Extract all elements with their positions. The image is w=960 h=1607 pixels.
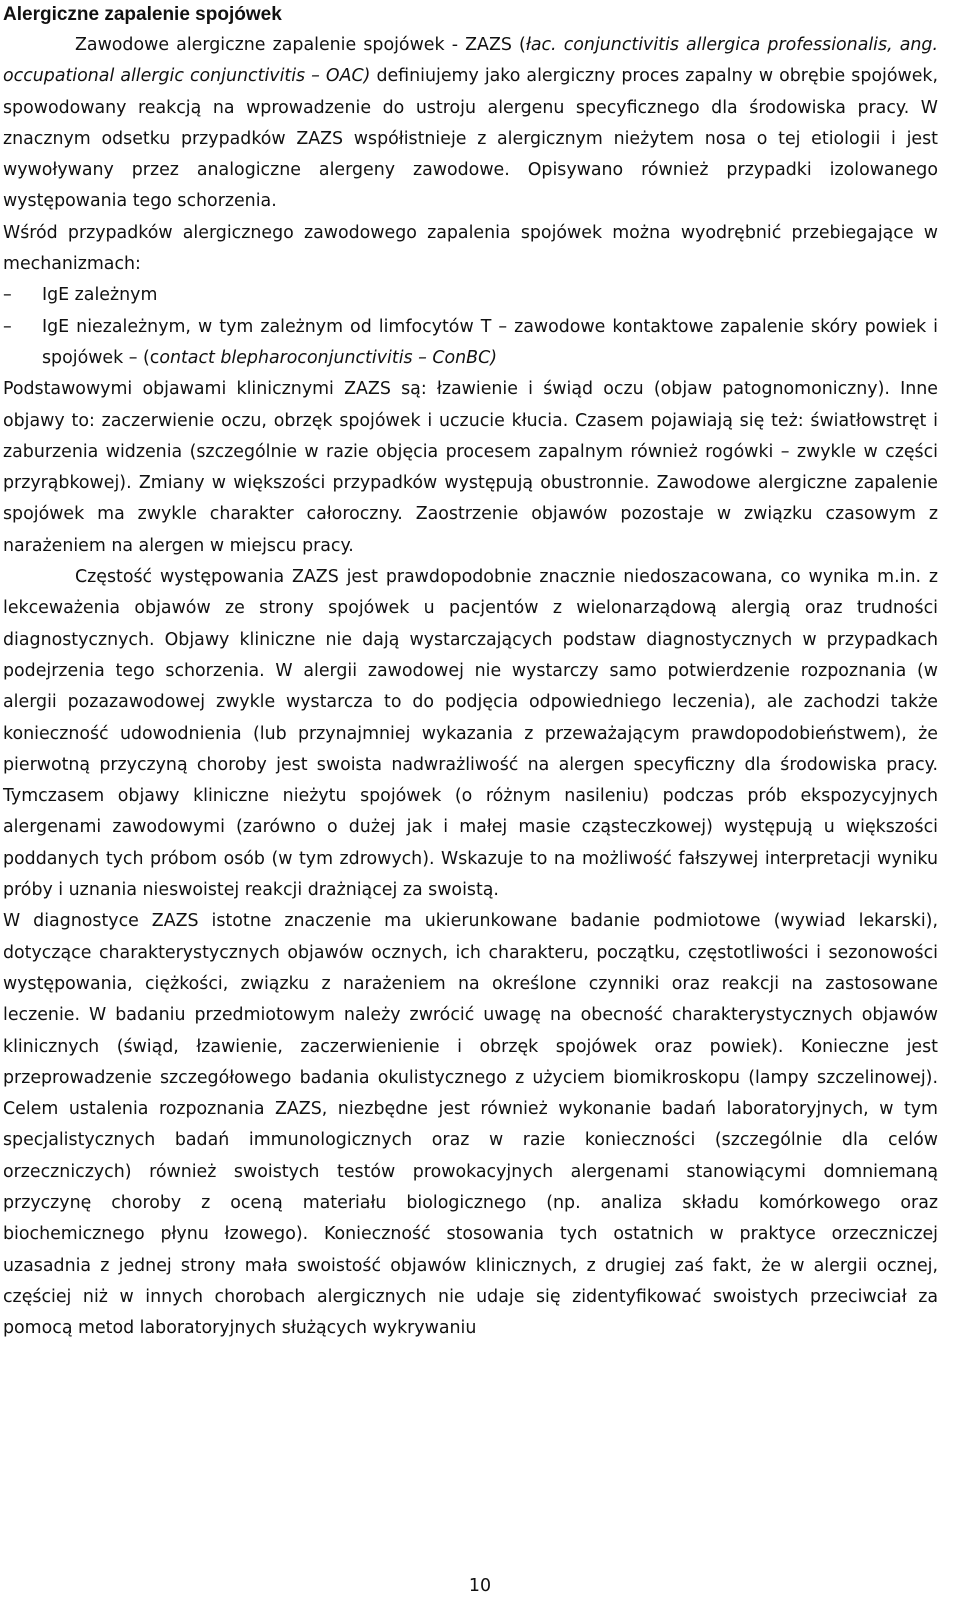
section-title: Alergiczne zapalenie spojówek [3, 4, 282, 25]
paragraph-diagnostics: W diagnostyce ZAZS istotne znaczenie ma ukierunkowane badanie podmiotowe (wywiad lekarski), dotyczące charakterystycznych objawów ocznych, ich charakteru, początku, częstotliwości i sezonowości występowania, ciężkości, związku z narażeniem na określone czynniki oraz reakcji na zastosowane leczenie. W badaniu przedmiotowym należy zwrócić uwagę na obecność charakterystycznych objawów klinicznych (świąd, łzawienie, zaczerwienienie i obrzęk spojówek oraz powiek). Konieczne jest przeprowadzenie szczegółowego badania okulistycznego z użyciem biomikroskopu (lampy szczelinowej). Celem ustalenia rozpoznania ZAZS, niezbędne jest również wykonanie badań laboratoryjnych, w tym specjalistycznych badań immunologicznych oraz w razie konieczności (szczególnie dla celów orzeczniczych) również swoistych testów prowokacyjnych alergenami stanowiącymi domniemaną przyczynę choroby z oceną materiału biologicznego (np. analiza składu komórkowego oraz biochemicznego płynu łzowego). Konieczność stosowania tych ostatnich w praktyce orzeczniczej uzasadnia z jednej strony mała swoistość objawów klinicznych, z drugiej zaś fakt, że w alergii ocznej, częściej niż w innych chorobach alergicznych nie udaje się zidentyfikować swoistych przeciwciał za pomocą metod laboratoryjnych służących wykrywaniu [3, 911, 938, 1339]
dash-bullet: – [3, 285, 12, 306]
paragraph-frequency: Częstość występowania ZAZS jest prawdopodobnie znacznie niedoszacowana, co wynika m.in. z lekceważenia objawów ze strony spojówek u pacjentów z wielonarządową alergią oraz trudności diagnostycznych. Objawy kliniczne nie dają wystarczających podstaw diagnostycznych w przypadkach podejrzenia tego schorzenia. W alergii zawodowej nie wystarczy samo potwierdzenie rozpoznania (w alergii pozazawodowej zwykle wystarcza to do podjęcia odpowiedniego leczenia), ale zachodzi także konieczność udowodnienia (lub przynajmniej wykazania z przeważającym prawdopodobieństwem), że pierwotną przyczyną choroby jest swoista nadwrażliwość na alergen specyficzny dla środowiska pracy. Tymczasem objawy kliniczne nieżytu spojówek (o różnym nasileniu) podczas prób ekspozycyjnych alergenami zawodowymi (zarówno o dużej jak i małej masie cząsteczkowej) występują u większości poddanych tych próbom osób (w tym zdrowych). Wskazuje to na możliwość fałszywej interpretacji wyniku próby i uznania nieswoistej reakcji drażniącej za swoistą. [3, 567, 938, 901]
list-item-ige-independent [3, 312, 938, 375]
paragraph-definition [3, 30, 938, 218]
paragraph-mechanisms-intro: Wśród przypadków alergicznego zawodowego zapalenia spojówek można wyodrębnić przebiegające w mechanizmach: [3, 222, 938, 275]
list-item-latin-term: ontact blepharoconjunctivitis – ConBC) [159, 347, 497, 368]
list-item-text: IgE zależnym [42, 285, 158, 306]
paragraph-symptoms: Podstawowymi objawami klinicznymi ZAZS są: łzawienie i świąd oczu (objaw patognomoniczny). Inne objawy to: zaczerwienie oczu, obrzęk spojówek i uczucie kłucia. Czasem pojawiają się też: światłowstręt i zaburzenia widzenia (szczególnie w razie objęcia procesem zapalnym również rogówki – zwykle w części przyrąbkowej). Zmiany w większości przypadków występują obustronnie. Zawodowe alergiczne zapalenie spojówek ma zwykle charakter całoroczny. Zaostrzenie objawów pozostaje w związku czasowym z narażeniem na alergen w miejscu pracy. [3, 379, 938, 556]
list-item-ige-dependent [3, 280, 938, 311]
page-number: 10 [468, 1576, 492, 1596]
list-item-text: IgE niezależnym, w tym zależnym od limfocytów T – zawodowe kontaktowe zapalenie skóry powiek i spojówek – (c [42, 316, 938, 368]
latin-english-terms: łac. conjunctivitis allergica professionalis, ang. occupational allergic conjunctivitis – OAC) [3, 35, 938, 87]
definition-text-start: Zawodowe alergiczne zapalenie spojówek - ZAZS ( [75, 35, 526, 55]
definition-text-rest: definiujemy jako alergiczny proces zapalny w obrębie spojówek, spowodowany reakcją na wprowadzenie do ustroju alergenu specyficznego dla środowiska pracy. W znacznym odsetku przypadków ZAZS współistnieje z alergicznym nieżytem nosa o tej etiologii i jest wywoływany przez analogiczne alergeny zawodowe. Opisywano również przypadki izolowanego występowania tego schorzenia. [3, 66, 938, 212]
dash-bullet: – [3, 316, 12, 337]
